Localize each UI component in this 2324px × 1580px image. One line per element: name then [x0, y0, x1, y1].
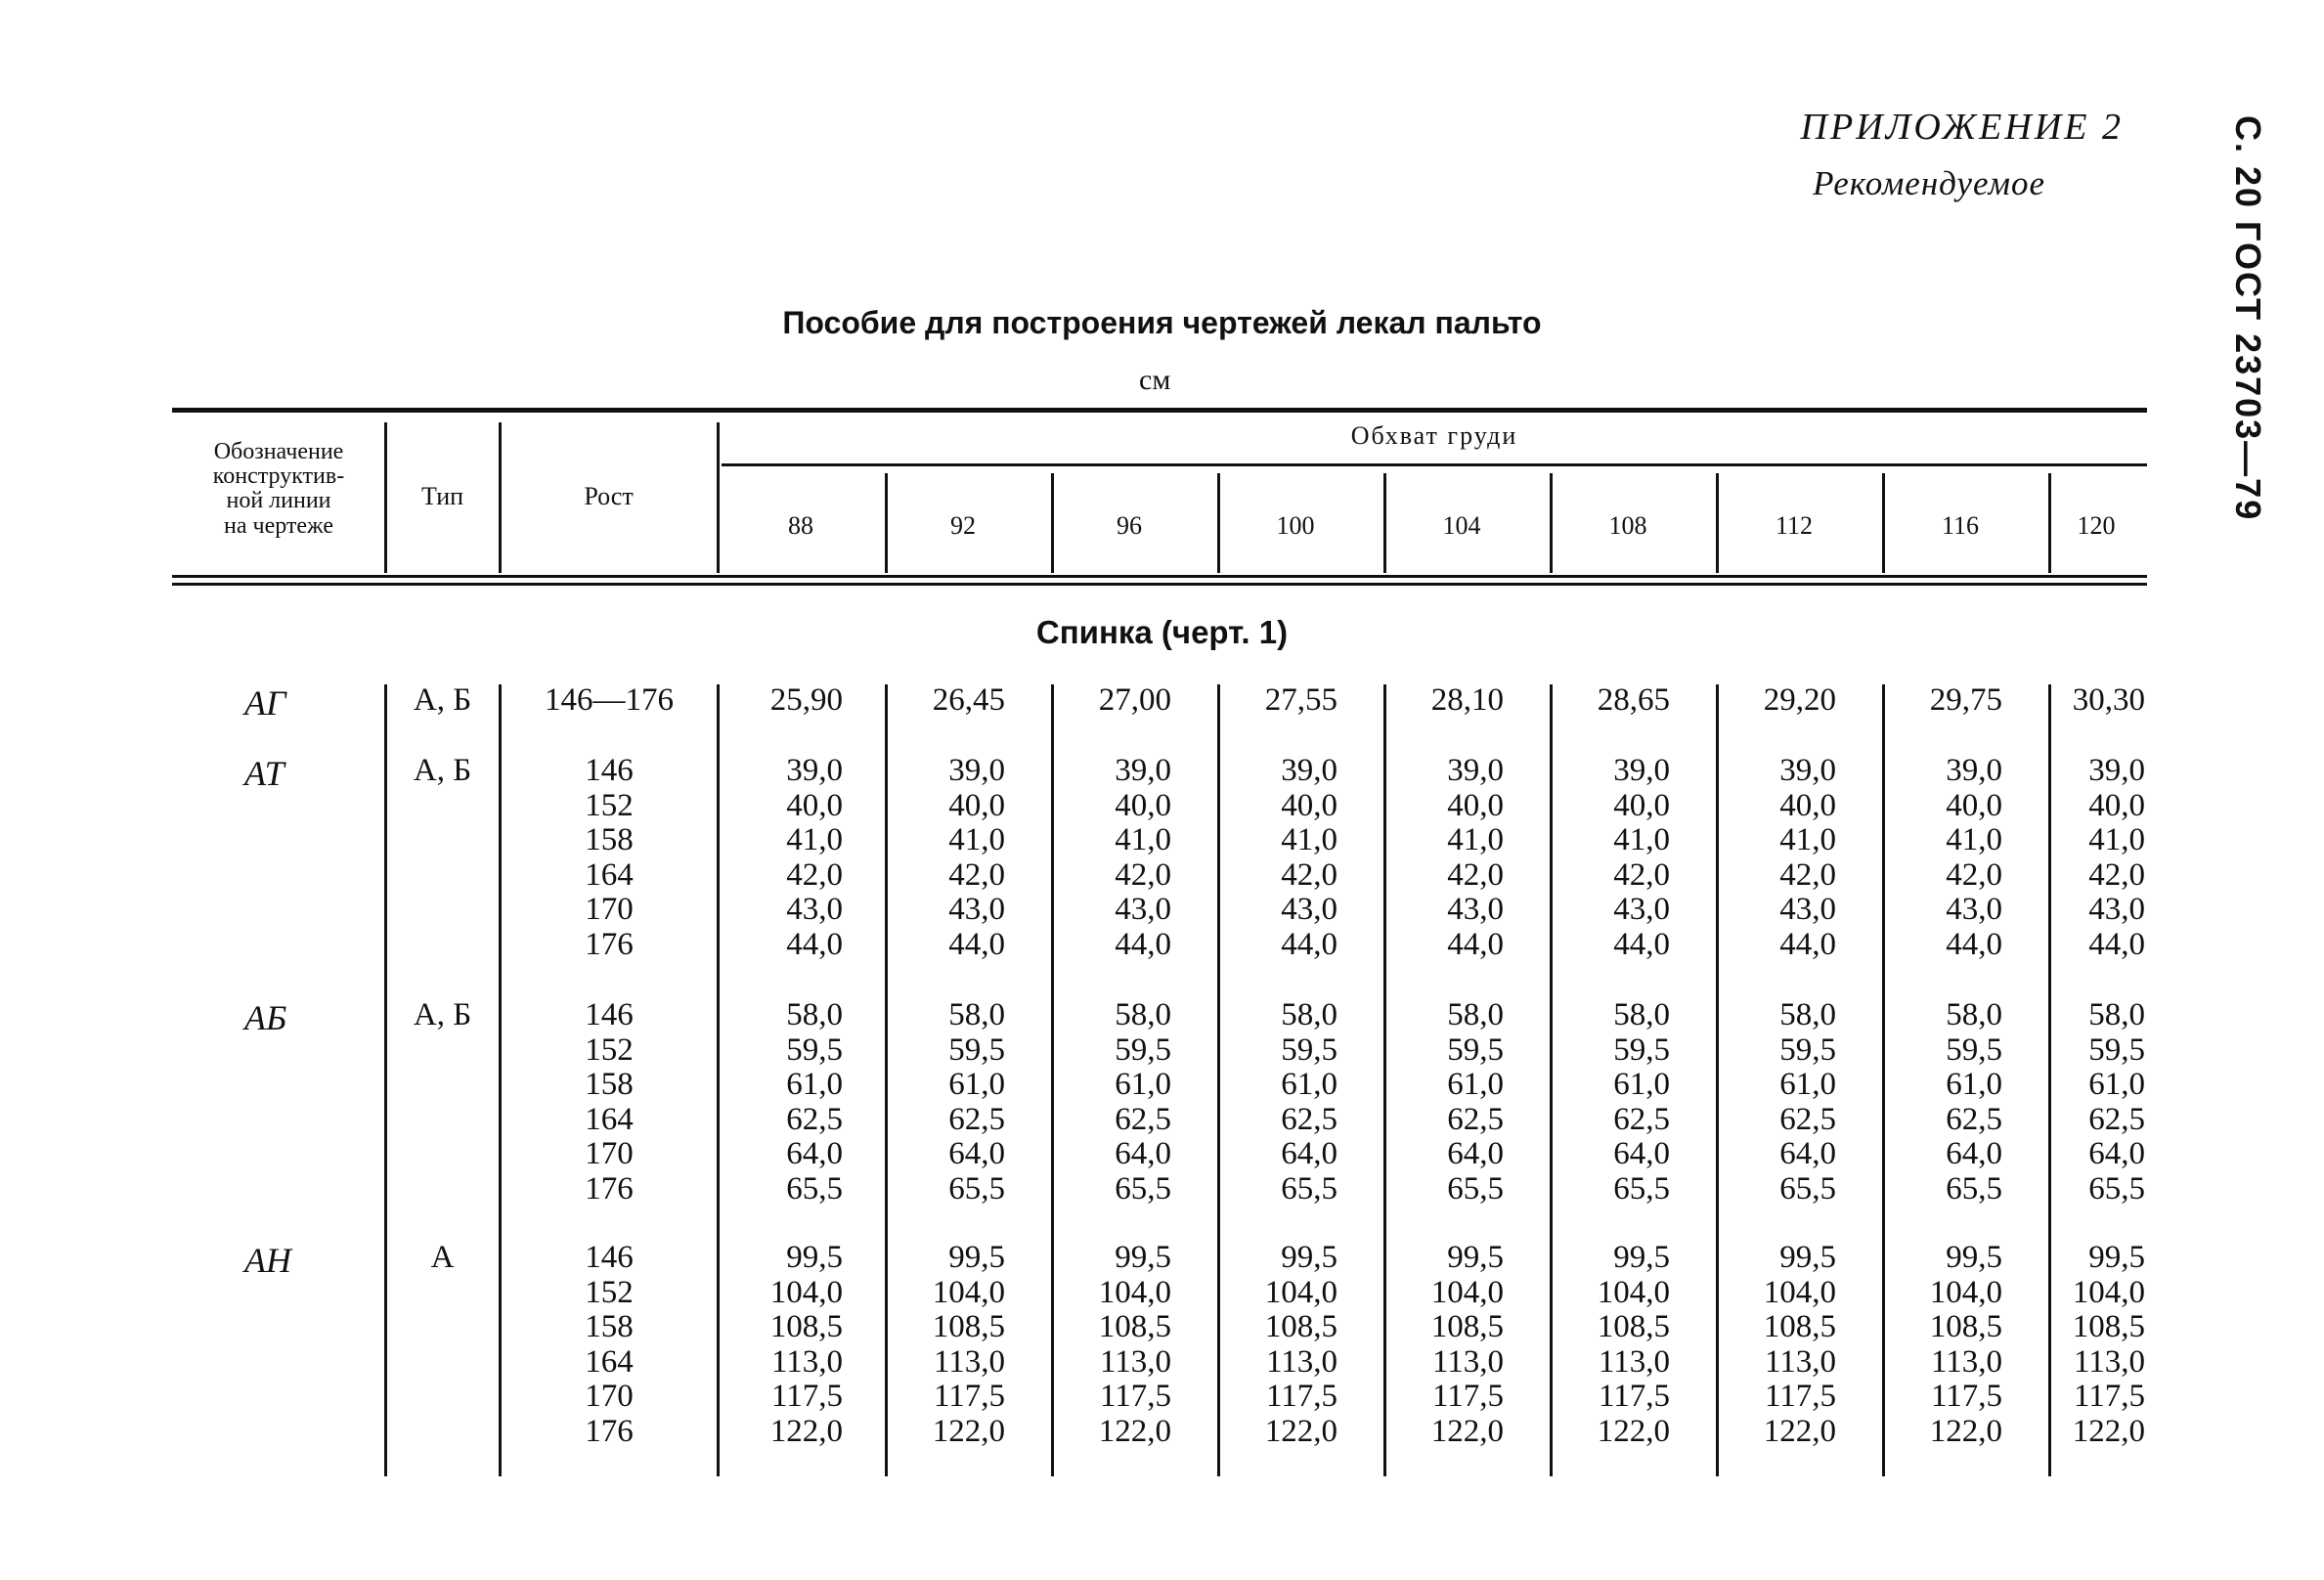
- measurement-value: 39,0: [1779, 753, 1836, 788]
- measurement-value: 108,5: [1763, 1309, 1836, 1344]
- measurement-value: 41,0: [1447, 822, 1504, 857]
- measurement-value: 42,0: [1946, 856, 2002, 893]
- header-divider: [1383, 473, 1386, 573]
- measurement-value: 44,0: [948, 926, 1005, 962]
- appendix-label: ПРИЛОЖЕНИЕ 2: [1800, 107, 2124, 148]
- measurement-value: 59,5: [1447, 1031, 1504, 1068]
- measurement-value: 58,0: [1613, 997, 1670, 1032]
- measurement-value: 108,5: [1929, 1309, 2002, 1344]
- measurement-value: 43,0: [786, 892, 843, 927]
- height-value: 170: [585, 1136, 634, 1171]
- measurement-value: 25,90: [769, 682, 843, 718]
- measurement-value: 113,0: [1598, 1343, 1670, 1380]
- measurement-value: 113,0: [1764, 1343, 1836, 1380]
- figure-type: А: [430, 1240, 455, 1275]
- document-title: Пособие для построения чертежей лекал пальто: [782, 305, 1542, 340]
- measurement-value: 39,0: [1447, 753, 1504, 788]
- measurement-value: 122,0: [2072, 1413, 2145, 1449]
- measurement-value: 40,0: [1946, 787, 2002, 823]
- measurement-value: 41,0: [1779, 822, 1836, 857]
- measurement-value: 41,0: [1946, 822, 2002, 857]
- measurement-value: 39,0: [2088, 753, 2145, 788]
- measurement-value: 65,5: [1779, 1170, 1836, 1207]
- measurement-value: 122,0: [1929, 1413, 2002, 1449]
- chest-size-header: 108: [1608, 511, 1647, 540]
- measurement-value: 59,5: [1613, 1031, 1670, 1068]
- figure-type: А, Б: [413, 753, 472, 788]
- measurement-value: 61,0: [948, 1067, 1005, 1102]
- measurement-value: 39,0: [1115, 753, 1171, 788]
- measurement-value: 99,5: [1946, 1240, 2002, 1275]
- measurement-value: 104,0: [1264, 1274, 1337, 1310]
- chest-size-header: 104: [1442, 511, 1481, 540]
- chest-group-rule: [722, 463, 2147, 466]
- measurement-value: 117,5: [770, 1379, 843, 1414]
- measurement-value: 99,5: [1447, 1240, 1504, 1275]
- measurement-value: 108,5: [2072, 1309, 2145, 1344]
- measurement-value: 113,0: [770, 1343, 843, 1380]
- measurement-value: 41,0: [948, 822, 1005, 857]
- measurement-value: 40,0: [1779, 787, 1836, 823]
- measurement-value: 64,0: [1115, 1136, 1171, 1171]
- measurement-value: 58,0: [1946, 997, 2002, 1032]
- figure-type: А, Б: [413, 682, 472, 718]
- measurement-value: 104,0: [1430, 1274, 1504, 1310]
- measurement-value: 44,0: [2088, 926, 2145, 962]
- measurement-value: 59,5: [1946, 1031, 2002, 1068]
- measurement-value: 42,0: [1779, 856, 1836, 893]
- measurement-value: 44,0: [1281, 926, 1337, 962]
- measurement-value: 61,0: [1613, 1067, 1670, 1102]
- measurement-value: 42,0: [786, 856, 843, 893]
- measurement-value: 99,5: [786, 1240, 843, 1275]
- measurement-value: 27,55: [1264, 682, 1337, 718]
- measurement-value: 58,0: [1447, 997, 1504, 1032]
- header-divider: [499, 422, 502, 573]
- measurement-value: 99,5: [948, 1240, 1005, 1275]
- height-value: 176: [585, 1170, 634, 1207]
- unit-label: см: [1139, 364, 1171, 396]
- header-bottom-rule-2: [172, 583, 2147, 586]
- measurement-value: 58,0: [948, 997, 1005, 1032]
- height-value: 146: [585, 753, 634, 788]
- measurement-value: 59,5: [1115, 1031, 1171, 1068]
- measurement-value: 44,0: [1946, 926, 2002, 962]
- measurement-value: 44,0: [1613, 926, 1670, 962]
- measurement-value: 42,0: [1613, 856, 1670, 893]
- measurement-value: 40,0: [948, 787, 1005, 823]
- designation-header-line: на чертеже: [224, 512, 333, 539]
- measurement-value: 41,0: [1613, 822, 1670, 857]
- height-value: 146—176: [545, 682, 674, 718]
- measurement-value: 42,0: [1281, 856, 1337, 893]
- measurement-value: 62,5: [1281, 1101, 1337, 1137]
- measurement-value: 43,0: [1447, 892, 1504, 927]
- height-value: 152: [585, 1031, 634, 1068]
- measurement-value: 122,0: [1763, 1413, 1836, 1449]
- measurement-value: 104,0: [932, 1274, 1005, 1310]
- measurement-value: 117,5: [1598, 1379, 1670, 1414]
- measurement-value: 59,5: [1281, 1031, 1337, 1068]
- body-divider: [384, 684, 387, 1476]
- measurement-value: 122,0: [1597, 1413, 1670, 1449]
- height-value: 158: [585, 1309, 634, 1344]
- measurement-value: 99,5: [1613, 1240, 1670, 1275]
- height-value: 152: [585, 1274, 634, 1310]
- measurement-value: 62,5: [1946, 1101, 2002, 1137]
- measurement-value: 64,0: [1613, 1136, 1670, 1171]
- measurement-value: 117,5: [2073, 1379, 2145, 1414]
- measurement-value: 39,0: [786, 753, 843, 788]
- measurement-value: 99,5: [2088, 1240, 2145, 1275]
- chest-size-header: 112: [1775, 511, 1814, 540]
- measurement-value: 104,0: [2072, 1274, 2145, 1310]
- measurement-value: 42,0: [1447, 856, 1504, 893]
- measurement-value: 30,30: [2072, 682, 2145, 718]
- measurement-value: 58,0: [786, 997, 843, 1032]
- measurement-value: 61,0: [1447, 1067, 1504, 1102]
- measurement-value: 113,0: [1265, 1343, 1337, 1380]
- height-value: 164: [585, 856, 634, 893]
- measurement-value: 61,0: [2088, 1067, 2145, 1102]
- height-value: 164: [585, 1343, 634, 1380]
- height-value: 164: [585, 1101, 634, 1137]
- measurement-value: 43,0: [2088, 892, 2145, 927]
- measurement-value: 104,0: [769, 1274, 843, 1310]
- header-divider: [1217, 473, 1220, 573]
- measurement-value: 65,5: [2088, 1170, 2145, 1207]
- chest-size-header: 88: [788, 511, 813, 540]
- body-divider: [499, 684, 502, 1476]
- measurement-value: 42,0: [2088, 856, 2145, 893]
- measurement-value: 44,0: [1447, 926, 1504, 962]
- measurement-value: 64,0: [1447, 1136, 1504, 1171]
- measurement-value: 117,5: [1764, 1379, 1836, 1414]
- measurement-value: 29,20: [1763, 682, 1836, 718]
- measurement-value: 61,0: [1115, 1067, 1171, 1102]
- measurement-value: 28,10: [1430, 682, 1504, 718]
- measurement-value: 65,5: [786, 1170, 843, 1207]
- measurement-value: 62,5: [1613, 1101, 1670, 1137]
- measurement-value: 64,0: [948, 1136, 1005, 1171]
- figure-type: А, Б: [413, 997, 472, 1032]
- measurement-value: 41,0: [786, 822, 843, 857]
- line-designation: АБ: [244, 998, 287, 1037]
- measurement-value: 113,0: [1099, 1343, 1171, 1380]
- measurement-value: 42,0: [948, 856, 1005, 893]
- header-divider: [885, 473, 888, 573]
- measurement-value: 122,0: [1430, 1413, 1504, 1449]
- measurement-value: 64,0: [2088, 1136, 2145, 1171]
- height-value: 152: [585, 787, 634, 823]
- measurement-value: 41,0: [1115, 822, 1171, 857]
- body-divider: [717, 684, 720, 1476]
- measurement-value: 99,5: [1115, 1240, 1171, 1275]
- measurement-value: 61,0: [786, 1067, 843, 1102]
- measurement-value: 40,0: [1281, 787, 1337, 823]
- measurement-value: 117,5: [1930, 1379, 2002, 1414]
- measurement-value: 58,0: [1115, 997, 1171, 1032]
- designation-header-line: ной линии: [226, 488, 331, 514]
- measurement-value: 117,5: [1431, 1379, 1504, 1414]
- header-divider: [1550, 473, 1553, 573]
- measurement-value: 43,0: [1281, 892, 1337, 927]
- line-designation: АН: [244, 1241, 291, 1280]
- header-divider: [2048, 473, 2051, 573]
- measurement-value: 43,0: [1779, 892, 1836, 927]
- chest-girth-header: Обхват груди: [1350, 421, 1518, 450]
- chest-size-header: 116: [1941, 511, 1980, 540]
- chest-size-header: 120: [2077, 511, 2116, 540]
- measurement-value: 62,5: [786, 1101, 843, 1137]
- header-divider: [1716, 473, 1719, 573]
- section-title: Спинка (черт. 1): [1035, 614, 1289, 650]
- measurement-value: 117,5: [1265, 1379, 1337, 1414]
- measurement-value: 113,0: [1930, 1343, 2002, 1380]
- measurement-value: 108,5: [769, 1309, 843, 1344]
- measurement-value: 64,0: [1779, 1136, 1836, 1171]
- measurement-value: 43,0: [1115, 892, 1171, 927]
- measurement-value: 122,0: [1264, 1413, 1337, 1449]
- measurement-value: 41,0: [1281, 822, 1337, 857]
- measurement-value: 104,0: [1098, 1274, 1171, 1310]
- table-top-rule: [172, 408, 2147, 413]
- height-value: 146: [585, 1240, 634, 1275]
- measurement-value: 108,5: [1264, 1309, 1337, 1344]
- measurement-value: 44,0: [786, 926, 843, 962]
- measurement-value: 62,5: [948, 1101, 1005, 1137]
- measurement-value: 64,0: [786, 1136, 843, 1171]
- measurement-value: 58,0: [1779, 997, 1836, 1032]
- measurement-value: 39,0: [1613, 753, 1670, 788]
- designation-header-line: конструктив-: [212, 463, 345, 490]
- measurement-value: 62,5: [1115, 1101, 1171, 1137]
- measurement-value: 59,5: [786, 1031, 843, 1068]
- measurement-value: 104,0: [1763, 1274, 1836, 1310]
- measurement-value: 61,0: [1779, 1067, 1836, 1102]
- line-designation: АГ: [244, 683, 286, 723]
- measurement-value: 58,0: [2088, 997, 2145, 1032]
- measurement-value: 65,5: [948, 1170, 1005, 1207]
- measurement-value: 64,0: [1281, 1136, 1337, 1171]
- measurement-value: 99,5: [1779, 1240, 1836, 1275]
- measurement-value: 108,5: [1430, 1309, 1504, 1344]
- measurement-value: 65,5: [1115, 1170, 1171, 1207]
- measurement-value: 43,0: [1946, 892, 2002, 927]
- measurement-value: 62,5: [1779, 1101, 1836, 1137]
- measurement-value: 59,5: [1779, 1031, 1836, 1068]
- measurement-value: 39,0: [1946, 753, 2002, 788]
- measurement-value: 27,00: [1098, 682, 1171, 718]
- measurement-value: 65,5: [1946, 1170, 2002, 1207]
- header-divider: [717, 422, 720, 573]
- measurement-value: 62,5: [2088, 1101, 2145, 1137]
- height-value: 146: [585, 997, 634, 1032]
- measurement-value: 61,0: [1946, 1067, 2002, 1102]
- measurement-value: 40,0: [2088, 787, 2145, 823]
- recommended-label: Рекомендуемое: [1813, 164, 2045, 202]
- measurement-value: 44,0: [1115, 926, 1171, 962]
- measurement-value: 61,0: [1281, 1067, 1337, 1102]
- measurement-value: 104,0: [1597, 1274, 1670, 1310]
- height-value: 170: [585, 892, 634, 927]
- measurement-value: 108,5: [1597, 1309, 1670, 1344]
- measurement-value: 59,5: [948, 1031, 1005, 1068]
- measurement-value: 117,5: [1099, 1379, 1171, 1414]
- measurement-value: 99,5: [1281, 1240, 1337, 1275]
- chest-size-header: 100: [1276, 511, 1315, 540]
- measurement-value: 122,0: [1098, 1413, 1171, 1449]
- height-value: 176: [585, 926, 634, 962]
- measurement-value: 28,65: [1597, 682, 1670, 718]
- measurement-value: 44,0: [1779, 926, 1836, 962]
- measurement-value: 122,0: [769, 1413, 843, 1449]
- measurement-value: 108,5: [932, 1309, 1005, 1344]
- measurement-value: 59,5: [2088, 1031, 2145, 1068]
- chest-size-header: 96: [1117, 511, 1142, 540]
- measurement-value: 58,0: [1281, 997, 1337, 1032]
- measurement-value: 65,5: [1447, 1170, 1504, 1207]
- measurement-value: 108,5: [1098, 1309, 1171, 1344]
- measurement-value: 62,5: [1447, 1101, 1504, 1137]
- measurement-value: 42,0: [1115, 856, 1171, 893]
- measurement-value: 43,0: [948, 892, 1005, 927]
- height-value: 170: [585, 1379, 634, 1414]
- height-header: Рост: [584, 482, 634, 510]
- measurement-value: 104,0: [1929, 1274, 2002, 1310]
- measurement-value: 40,0: [1115, 787, 1171, 823]
- measurement-value: 43,0: [1613, 892, 1670, 927]
- type-header: Тип: [420, 482, 464, 510]
- measurement-value: 29,75: [1929, 682, 2002, 718]
- height-value: 158: [585, 822, 634, 857]
- header-divider: [1051, 473, 1054, 573]
- measurement-value: 40,0: [1447, 787, 1504, 823]
- header-divider: [384, 422, 387, 573]
- designation-header: [176, 440, 381, 539]
- measurement-value: 39,0: [1281, 753, 1337, 788]
- measurement-value: 40,0: [786, 787, 843, 823]
- line-designation: АТ: [244, 754, 285, 793]
- measurement-value: 40,0: [1613, 787, 1670, 823]
- page-standard-code: С. 20 ГОСТ 23703—79: [2228, 115, 2268, 522]
- measurement-value: 41,0: [2088, 822, 2145, 857]
- designation-header-line: Обозначение: [213, 439, 344, 464]
- header-bottom-rule-1: [172, 575, 2147, 578]
- measurement-value: 117,5: [933, 1379, 1005, 1414]
- measurement-value: 113,0: [933, 1343, 1005, 1380]
- chest-size-header: 92: [950, 511, 976, 540]
- measurement-value: 122,0: [932, 1413, 1005, 1449]
- measurement-value: 113,0: [2073, 1343, 2145, 1380]
- measurement-value: 113,0: [1431, 1343, 1504, 1380]
- measurement-value: 64,0: [1946, 1136, 2002, 1171]
- measurement-value: 65,5: [1281, 1170, 1337, 1207]
- header-divider: [1882, 473, 1885, 573]
- height-value: 158: [585, 1067, 634, 1102]
- measurement-value: 26,45: [932, 682, 1005, 718]
- measurement-value: 65,5: [1613, 1170, 1670, 1207]
- measurement-value: 39,0: [948, 753, 1005, 788]
- height-value: 176: [585, 1413, 634, 1449]
